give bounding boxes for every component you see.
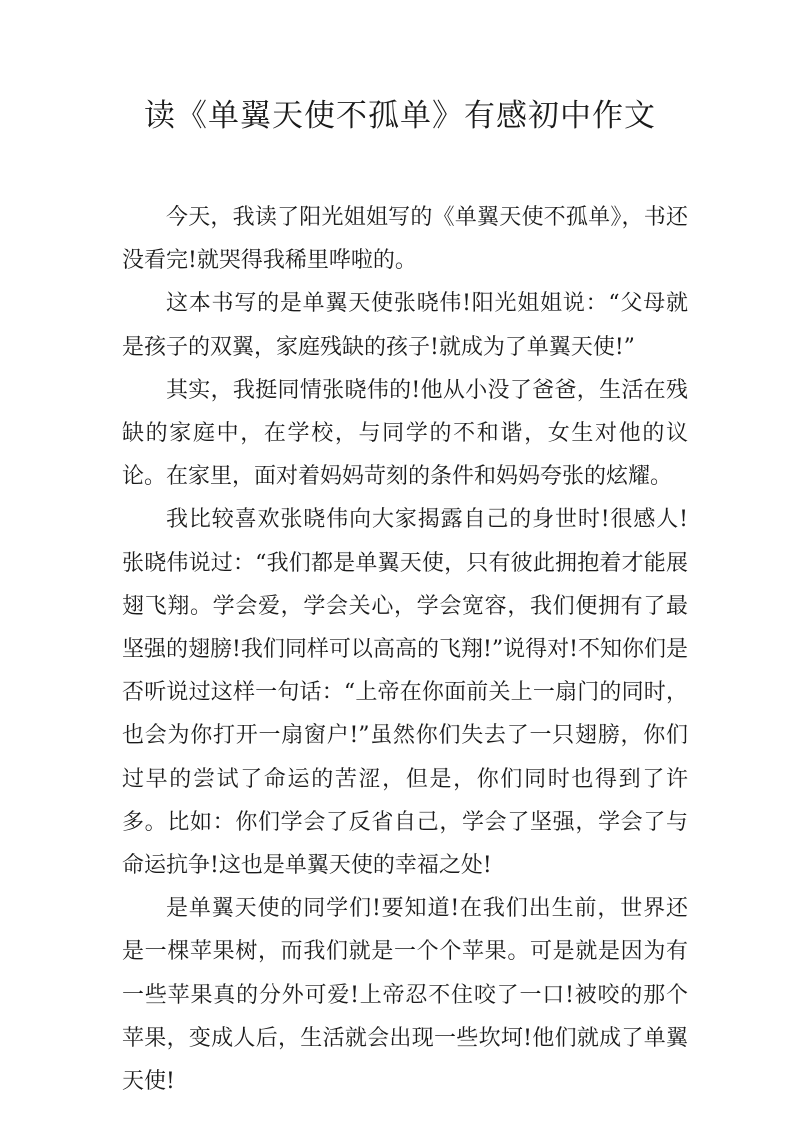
document-body [122,196,688,1103]
paragraph-2: 这本书写的是单翼天使张晓伟!阳光姐姐说：“父母就是孩子的双翼，家庭残缺的孩子!就成为了单翼天使!” [122,291,688,360]
document-title: 读《单翼天使不孤单》有感初中作文 [144,98,656,134]
paragraph-5: 是单翼天使的同学们!要知道!在我们出生前，世界还是一棵苹果树，而我们就是一个个苹果。可是就是因为有一些苹果真的分外可爱!上帝忍不住咬了一口!被咬的那个苹果，变成人后，生活就会出现一些坎坷!他们就成了单翼天使! [122,896,688,1095]
paragraph-4: 我比较喜欢张晓伟向大家揭露自己的身世时!很感人!张晓伟说过：“我们都是单翼天使，只有彼此拥抱着才能展翅飞翔。学会爱，学会关心，学会宽容，我们便拥有了最坚强的翅膀!我们同样可以高高的飞翔!”说得对!不知你们是否听说过这样一句话：“上帝在你面前关上一扇门的同时，也会为你打开一扇窗户!”虽然你们失去了一只翅膀，你们过早的尝试了命运的苦涩，但是，你们同时也得到了许多。比如：你们学会了反省自己，学会了坚强，学会了与命运抗争!这也是单翼天使的幸福之处! [122,507,688,879]
paragraph-1: 今天，我读了阳光姐姐写的《单翼天使不孤单》，书还没看完!就哭得我稀里哗啦的。 [122,205,688,274]
paragraph-3: 其实，我挺同情张晓伟的!他从小没了爸爸，生活在残缺的家庭中，在学校，与同学的不和谐，女生对他的议论。在家里，面对着妈妈苛刻的条件和妈妈夸张的炫耀。 [122,377,688,490]
